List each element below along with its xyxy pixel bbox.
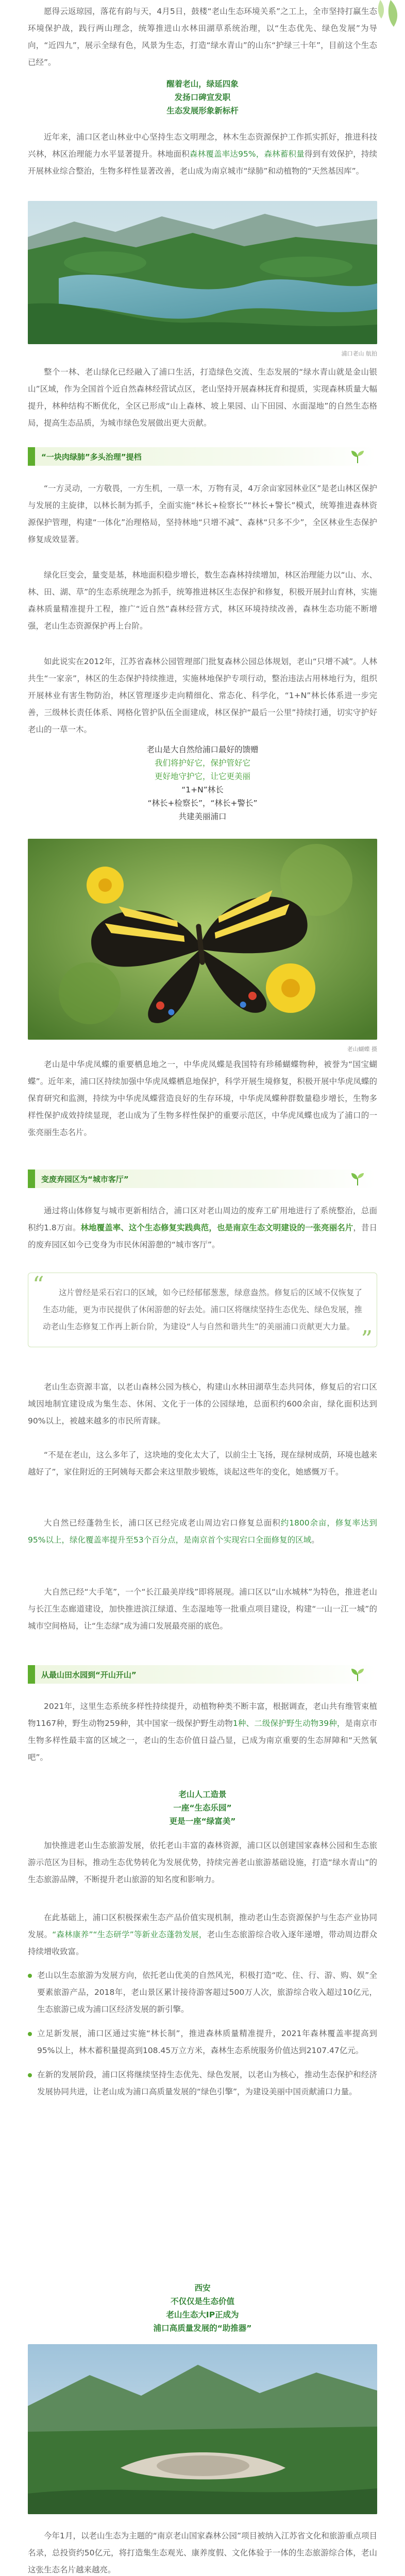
slogan-line: 更好地守护它，让它更美丽 bbox=[154, 772, 250, 781]
slogan-line: 更是一座“绿富美” bbox=[169, 1817, 236, 1826]
section-title bbox=[28, 1170, 377, 1188]
body-paragraph: 绿化巨变会，量变是基，林地面积稳步增长，数生态森林持续增加，林区治理能力以“山、水、林、田、湖、草”的生态系统理念为抓手，统筹推进林区生态保护和修复，积极开展封山育林，实施森林质量精准提升工程，推广“近自然”森林经营方式，林区环境持续改善，森林生态功能不断增强，老山生态资源保护再上台阶。 bbox=[28, 570, 377, 631]
slogan-line: 老山生态大IP正成为 bbox=[166, 2310, 239, 2319]
sprout-icon bbox=[350, 1668, 365, 1681]
close-quote-icon: ” bbox=[361, 1326, 373, 1352]
quote-box bbox=[28, 1272, 377, 1352]
body-paragraph: 大自然已经“大手笔”，一个“长江最美岸线”即将展现。浦口区以“山水城林”为特色，推进老山与长江生态廊道建设，加快推进滨江绿道、生态湿地等一批重点项目建设，构建“一山一江一城”的城市空间格局，让“生态绿”成为浦口发展最亮丽的底色。 bbox=[28, 1587, 377, 1631]
body-paragraph: “一方灵动，一方敬畏，一方生机，一草一木，万物有灵，4万余亩家园林业区”是老山林区保护与发展的主旋律，以林长制为抓手，全面实施“林长+检察长”“林长+警长”模式，统筹推进森林资源保护管理，构建“一体化”治理格局，坚持林地“只增不减”、森林“只多不少”，全区林业生态保护修复成效显著。 bbox=[28, 484, 377, 544]
scenic-park-photo bbox=[28, 2344, 377, 2514]
section-title-text: 变废弃园区为“城市客厅” bbox=[41, 1174, 129, 1184]
slogan-line: 我们将护好它，保护管好它 bbox=[154, 758, 250, 768]
body-paragraph: 老山是中华虎凤蝶的重要栖息地之一，中华虎凤蝶是我国特有珍稀蝴蝶物种，被誉为“国宝蝴蝶”。近年来，浦口区持续加强中华虎凤蝶栖息地保护，科学开展生境修复，积极开展中华虎凤蝶的保育研究和监测，持续为中华虎凤蝶营造良好的生存环境，中华虎凤蝶种群数量稳步增长，生物多样性保护成效持续显现，老山成为了生物多样性保护的重要示范区，中华虎凤蝶也成为了浦口的一张亮丽生态名片。 bbox=[28, 1060, 377, 1137]
slogan-line: “1+N”林长 bbox=[181, 785, 224, 794]
body-paragraph: “不是在老山，这么多年了，这块地的变化太大了，以前尘土飞扬，现在绿树成荫，环境也越来越好了”，家住附近的王阿姨每天都会来这里散步锻炼，谈起这些年的变化，她感慨万千。 bbox=[28, 1450, 377, 1477]
slogan-line: 不仅仅是生态价值 bbox=[170, 2297, 234, 2306]
section-title-text: 从最山田水园到“开山开山” bbox=[41, 1670, 137, 1680]
open-quote-icon: “ bbox=[32, 1272, 44, 1298]
slogan-line: 一座“生态乐园” bbox=[173, 1803, 232, 1812]
aerial-mountain-photo bbox=[28, 201, 377, 344]
body-paragraph: 大自然已经蓬勃生长，浦口区已经完成老山周边宕口修复总面积约1800余亩，修复率达到95%以上，绿化覆盖率提升至53个百分点，是南京首个实现宕口全面修复的区域。 bbox=[28, 1518, 377, 1545]
sprout-icon bbox=[350, 450, 365, 463]
slogan-line: 发扬口碑宣发职 bbox=[174, 93, 231, 102]
photo-caption: 老山蝴蝶 摄 bbox=[347, 1046, 377, 1053]
body-paragraph: 2021年，这里生态系统多样性持续提升，动植物种类不断丰富，根据调查，老山共有维管束植物1167种，野生动物259种，其中国家一级保护野生动物1种、二级保护野生动物39种，是南京市生物多样性最丰富的区域之一，老山的生态价值日益凸显，已成为南京重要的生态屏障和“天然氧吧”。 bbox=[28, 1702, 377, 1762]
bullet-dot-icon bbox=[28, 1974, 32, 1978]
bullet-dot-icon bbox=[28, 2073, 32, 2077]
body-paragraph: 如此说实在2012年，江苏省森林公园管理部门批复森林公园总体规划，老山“只增不减”。人林共生“一家亲”，林区的生态保护持续推进，实施林地保护专项行动，整治违法占用林地行为，组织开展林业有害生物防治，林区管理逐步走向精细化、常态化、科学化，“1+N”林长体系进一步完善，三级林长责任体系、网格化管护队伍全面建成，林区保护“最后一公里”持续打通，切实守护好老山的一草一木。 bbox=[28, 657, 377, 734]
body-paragraph: 通过将山体修复与城市更新相结合，浦口区对老山周边的废弃工矿用地进行了系统整治，总面积约1.8万亩。林地覆盖率、这个生态修复实践典范，也是南京生态文明建设的一张亮丽名片，昔日的废弃园区如今已变身为市民休闲游憩的“城市客厅”。 bbox=[28, 1206, 377, 1249]
slogan-line: 生态发展形象新标杆 bbox=[166, 106, 239, 115]
intro-slogan bbox=[0, 77, 405, 117]
quote-text: 这片曾经是采石宕口的区域，如今已经郁郁葱葱，绿意盎然。修复后的区域不仅恢复了生态功能，更为市民提供了休闲游憩的好去处。浦口区将继续坚持生态优先、绿色发展，推动老山生态修复工作再上新台阶，为建设“人与自然和谐共生”的美丽浦口贡献更大力量。 bbox=[43, 1288, 363, 1331]
body-paragraph: 在此基础上，浦口区积极探索生态产品价值实现机制，推动老山生态资源保护与生态产业协同发展。“森林康养”“生态研学”等新业态蓬勃发展，老山生态旅游综合收入逐年递增，带动周边群众持续增收致富。 bbox=[28, 1913, 377, 1956]
list-item: 立足新发展，浦口区通过实施“林长制”，推进森林质量精准提升，2021年森林覆盖率提高到95%以上，林木蓄积量提高到108.45万立方米，森林生态系统服务价值达到2107.47亿元。 bbox=[28, 2025, 377, 2059]
slogan-block bbox=[0, 743, 405, 823]
body-paragraph: 整个一林、老山绿化已经融入了浦口生活，打造绿色交流、生态发展的“绿水青山就是金山银山”区域，作为全国首个近自然森林经营试点区，老山坚持开展森林抚育和提质，实现森林质量大幅提升，林种结构不断优化，全区已形成“山上森林、坡上果园、山下田园、水面湿地”的自然生态格局，提高生态品质，为城市绿色发展做出更大贡献。 bbox=[28, 367, 377, 428]
slogan-line: “林长+检察长”，“林长+警长” bbox=[147, 799, 258, 808]
slogan-line: 西安 bbox=[194, 2283, 211, 2293]
slogan-line: 浦口高质量发展的“助推器” bbox=[153, 2324, 252, 2333]
intro-paragraph: 愿得云返琼园，落花有韵与天，4月5日，鼓楼“老山生态环境关系”之工上，全市坚持打赢生态环境保护战，践行两山理念，统筹推进山水林田湖草系统治理，以“生态优先、绿色发展”为导向，“近四九”，展示全绿有色，风景为生态，打造“绿水青山”的山东“护绿三十年”，目前这个生态已经”。 bbox=[28, 7, 377, 67]
list-item: 老山以生态旅游为发展方向，依托老山优美的自然风光，积极打造“吃、住、行、游、购、娱”全要素旅游产品，2018年，老山景区累计接待游客超过500万人次，旅游综合收入超过10亿元，生态旅游已成为浦口区经济发展的新引擎。 bbox=[28, 1967, 377, 2018]
slogan-block bbox=[0, 2281, 405, 2335]
slogan-line: 醒着老山，绿延四象 bbox=[166, 79, 239, 89]
section-title bbox=[28, 1665, 377, 1684]
body-paragraph: 老山生态资源丰富，以老山森林公园为核心，构建山水林田湖草生态共同体，修复后的宕口区域因地制宜建设成为集生态、休闲、文化于一体的公园绿地，总面积约600余亩，绿化面积达到90%以上，被越来越多的市民所青睐。 bbox=[28, 1382, 377, 1426]
body-paragraph: 加快推进老山生态旅游发展，依托老山丰富的森林资源，浦口区以创建国家森林公园和生态旅游示范区为目标，推动生态优势转化为发展优势，持续完善老山旅游基础设施，打造“绿水青山”的生态旅游品牌，不断提升老山旅游的知名度和影响力。 bbox=[28, 1841, 377, 1884]
section-title-text: “一块肉绿肺”多头治理”提档 bbox=[41, 452, 142, 462]
photo-caption: 浦口老山 航拍 bbox=[341, 350, 377, 357]
body-paragraph: 今年1月，以老山生态为主题的“南京老山国家森林公园”项目被纳入江苏省文化和旅游重点项目名录，总投资约50亿元，将打造集生态观光、康养度假、文化体验于一体的生态旅游综合体，老山这张生态名片越来越亮。 bbox=[28, 2531, 377, 2574]
bullet-list bbox=[28, 1967, 377, 2100]
slogan-block bbox=[0, 1788, 405, 1828]
slogan-line: 共建美丽浦口 bbox=[178, 812, 227, 821]
section-title bbox=[28, 447, 377, 466]
butterfly-photo bbox=[28, 839, 377, 1040]
intro-paragraph-2: 近年来，浦口区老山林业中心坚持生态文明理念，林木生态资源保护工作抓实抓好，推进科技兴林，林区治理能力水平显著提升。林地面积森林覆盖率达95%，森林蓄积量得到有效保护，持续开展林业综合整治，生物多样性显著改善，老山成为南京城市“绿肺”和动植物的“天然基因库”。 bbox=[28, 132, 377, 176]
bullet-dot-icon bbox=[28, 2032, 32, 2036]
slogan-line: 老山人工造景 bbox=[178, 1790, 227, 1799]
sprout-icon bbox=[350, 1172, 365, 1185]
slogan-line: 老山是大自然给浦口最好的馈赠 bbox=[146, 745, 259, 754]
list-item: 在新的发展阶段，浦口区将继续坚持生态优先、绿色发展，以老山为核心，推动生态保护和经济发展协同共进，让老山成为浦口高质量发展的“绿色引擎”，为建设美丽中国贡献浦口力量。 bbox=[28, 2066, 377, 2100]
